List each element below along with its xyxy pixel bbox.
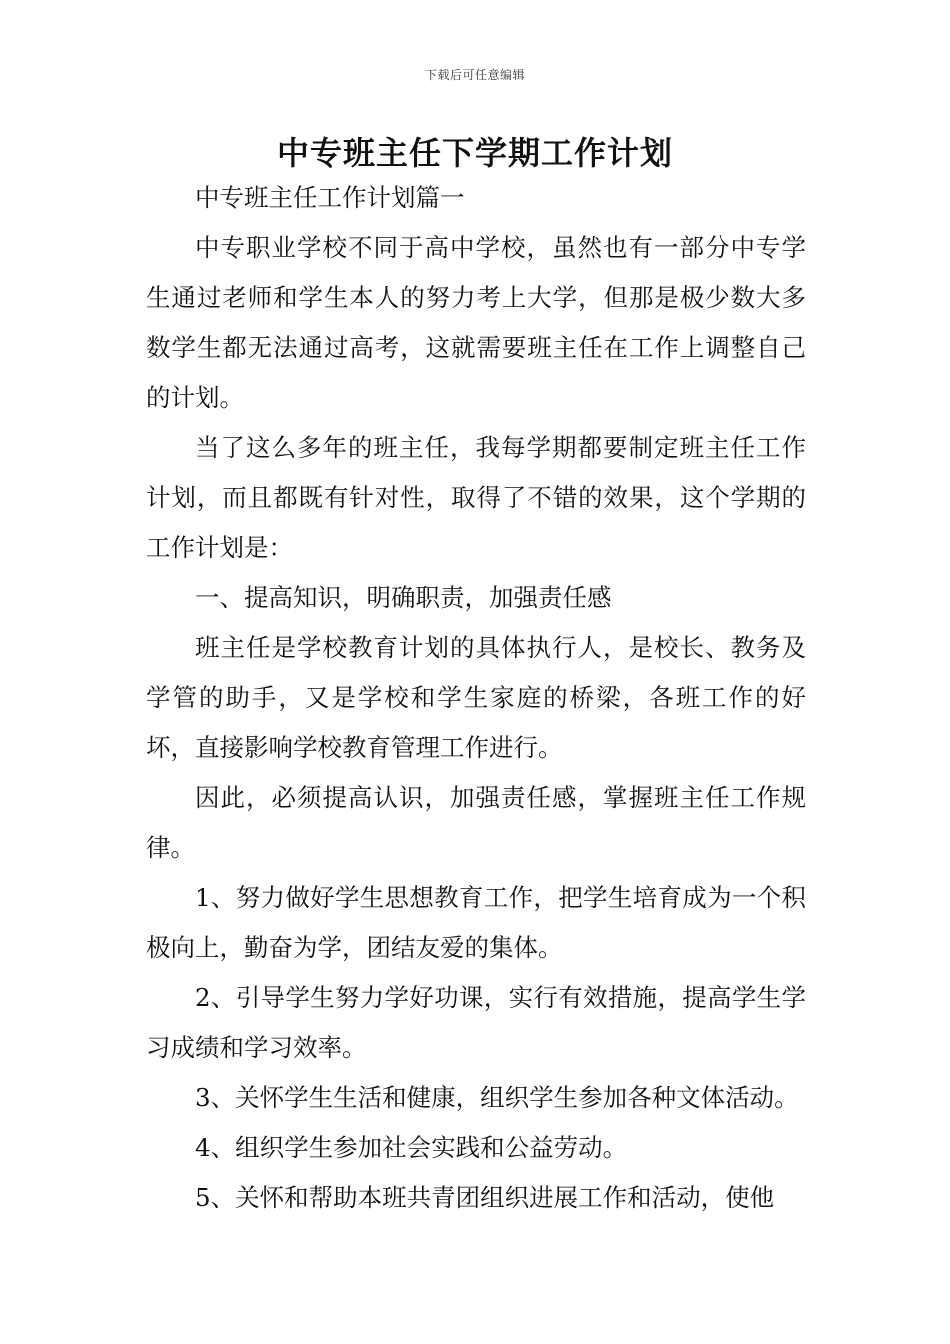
- paragraph: 因此，必须提高认识，加强责任感，掌握班主任工作规律。: [146, 783, 806, 862]
- paragraph: 当了这么多年的班主任，我每学期都要制定班主任工作计划，而且都既有针对性，取得了不错的效果，这个学期的工作计划是：: [146, 433, 806, 562]
- list-item: 2、引导学生努力学好功课，实行有效措施，提高学生学习成绩和学习效率。: [146, 983, 806, 1062]
- list-item: 4、组织学生参加社会实践和公益劳动。: [195, 1133, 628, 1162]
- document-body: [146, 173, 806, 1223]
- paragraph: 中专职业学校不同于高中学校，虽然也有一部分中专学生通过老师和学生本人的努力考上大学，但那是极少数大多数学生都无法通过高考，这就需要班主任在工作上调整自己的计划。: [146, 233, 806, 412]
- list-item: 1、努力做好学生思想教育工作，把学生培育成为一个积极向上，勤奋为学，团结友爱的集体。: [146, 883, 806, 962]
- paragraph-section-heading: 中专班主任工作计划篇一: [195, 183, 465, 212]
- paragraph-heading-1: 一、提高知识，明确职责，加强责任感: [195, 583, 612, 612]
- paragraph: 班主任是学校教育计划的具体执行人，是校长、教务及学管的助手，又是学校和学生家庭的桥梁，各班工作的好坏，直接影响学校教育管理工作进行。: [146, 633, 806, 762]
- list-item: 3、关怀学生生活和健康，组织学生参加各种文体活动。: [195, 1083, 799, 1112]
- header-note: 下载后可任意编辑: [424, 68, 525, 82]
- list-item: 5、关怀和帮助本班共青团组织进展工作和活动，使他: [195, 1183, 775, 1212]
- document-title: 中专班主任下学期工作计划: [276, 134, 673, 172]
